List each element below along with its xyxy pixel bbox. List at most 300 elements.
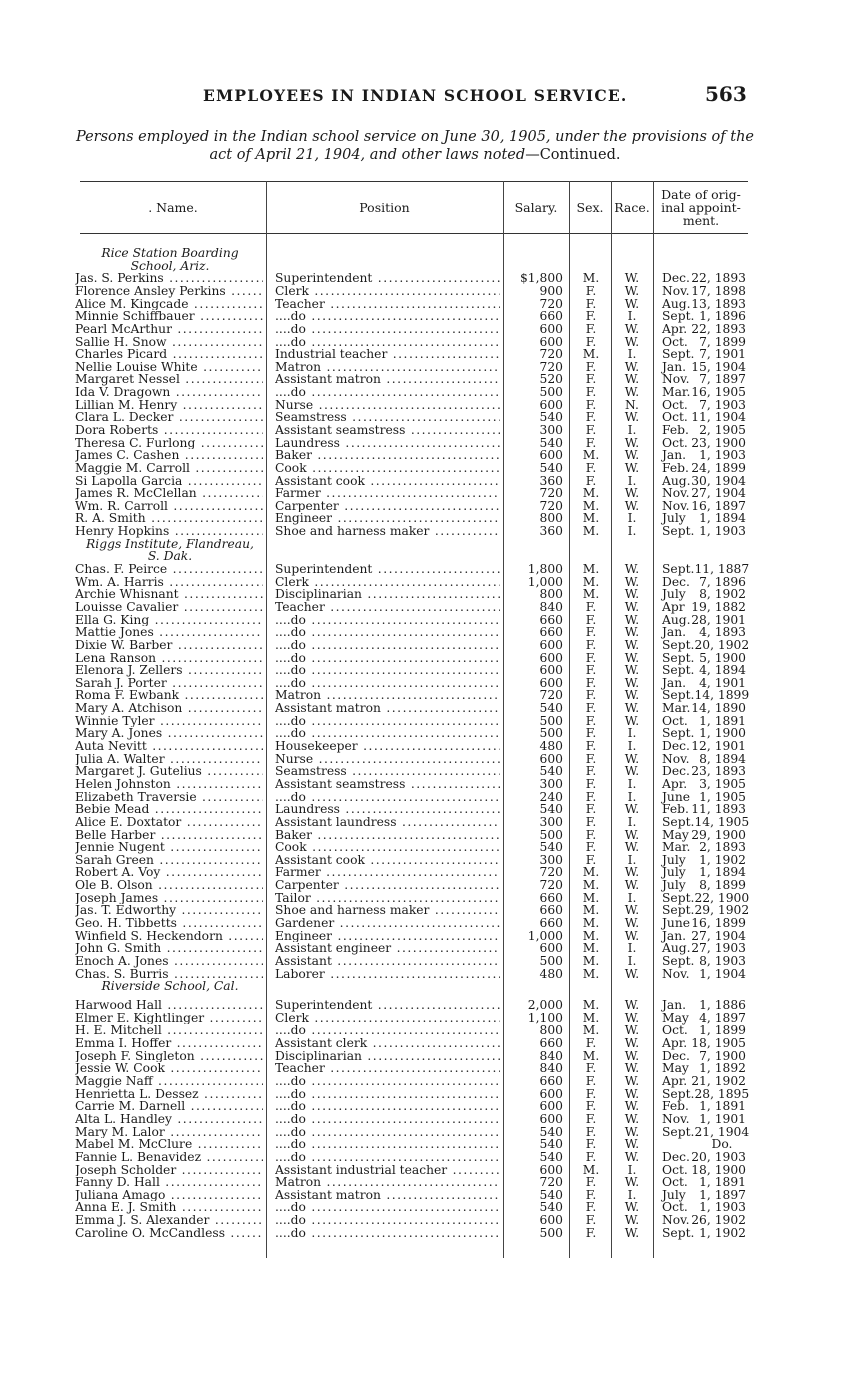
employee-position: Gardener .....	[275, 917, 500, 930]
appointment-day-year: 5, 1900	[699, 650, 746, 665]
table-row	[0, 601, 864, 614]
employee-position: Assistant clerk .....	[275, 1037, 500, 1050]
employee-position: Superintendent .....	[275, 999, 500, 1012]
employee-position: Teacher .....	[275, 298, 500, 311]
appointment-month: Sept.	[662, 688, 695, 703]
header-sex: Sex.	[576, 199, 604, 215]
appointment-day-year: 1, 1902	[699, 1225, 746, 1240]
employee-name: Enoch A. Jones .....	[75, 955, 263, 968]
appointment-day-year: 14, 1890	[691, 701, 746, 716]
employee-name: Henry Hopkins .....	[75, 525, 263, 538]
employee-salary: 660	[539, 915, 563, 930]
appointment-day-year: 20, 1903	[691, 1149, 746, 1164]
employee-sex: M.	[582, 878, 600, 893]
appointment-day-year: 12, 1901	[691, 739, 746, 754]
employee-race: W.	[624, 410, 640, 425]
employee-salary: 1,000	[527, 928, 563, 943]
employee-position: ....do .....	[275, 614, 500, 627]
employee-sex: M.	[582, 524, 600, 539]
appointment-day-year: 18, 1905	[691, 1036, 746, 1051]
employee-race: W.	[624, 1099, 640, 1114]
table-row	[0, 323, 864, 336]
employee-salary: 600	[539, 663, 563, 678]
employee-name: Geo. H. Tibbetts .....	[75, 917, 263, 930]
employee-salary: 800	[539, 1023, 563, 1038]
appointment-month: Nov.	[662, 283, 690, 298]
table-row	[0, 1176, 864, 1189]
table-row	[0, 424, 864, 437]
employee-race: W.	[624, 435, 640, 450]
employee-salary: 720	[539, 296, 563, 311]
appointment-month: Dec.	[662, 574, 690, 589]
appointment-day-year: 15, 1904	[691, 359, 746, 374]
employee-position: Farmer .....	[275, 487, 500, 500]
employee-race: W.	[624, 271, 640, 286]
table-row	[0, 449, 864, 462]
employee-salary: 1,000	[527, 574, 563, 589]
employee-sex: F.	[585, 473, 597, 488]
employee-name: Mary A. Atchison .....	[75, 702, 263, 715]
employee-name: Si Lapolla Garcia .....	[75, 475, 263, 488]
employee-salary: 500	[539, 713, 563, 728]
appointment-month: Feb.	[662, 802, 689, 817]
employee-race: W.	[624, 448, 640, 463]
header-date-line: ment.	[682, 212, 720, 228]
employee-name: Joseph F. Singleton .....	[75, 1050, 263, 1063]
table-row	[0, 879, 864, 892]
employee-sex: F.	[585, 713, 597, 728]
employee-position: Assistant engineer .....	[275, 942, 500, 955]
employee-salary: 540	[539, 1200, 563, 1215]
employee-position: Engineer .....	[275, 512, 500, 525]
appointment-month: Dec.	[662, 739, 690, 754]
appointment-month	[662, 1138, 698, 1151]
table-row	[0, 999, 864, 1012]
employee-position: Nurse .....	[275, 399, 500, 412]
employee-name: Auta Nevitt .....	[75, 740, 263, 753]
appointment-month: Oct.	[662, 435, 688, 450]
appointment-day-year: 1, 1886	[699, 998, 746, 1013]
appointment-date	[662, 879, 746, 892]
employee-position: Farmer .....	[275, 866, 500, 879]
employee-sex: F.	[585, 410, 597, 425]
appointment-month: Sept.	[662, 1225, 695, 1240]
appointment-day-year: 8, 1903	[699, 953, 746, 968]
employee-name: Winfield S. Heckendorn .....	[75, 930, 263, 943]
employee-race: W.	[624, 334, 640, 349]
employee-name: Wm. R. Carroll .....	[75, 500, 263, 513]
employee-race: W.	[624, 1010, 640, 1025]
employee-name: Helen Johnston .....	[75, 778, 263, 791]
appointment-month: Sept.	[662, 663, 695, 678]
header-date-line: Date of orig-	[661, 186, 741, 202]
employee-race: I.	[627, 814, 637, 829]
employee-salary: 1,100	[527, 1010, 563, 1025]
employee-sex: F.	[585, 1200, 597, 1215]
employee-name: Maggie Naff .....	[75, 1075, 263, 1088]
employee-salary: 500	[539, 385, 563, 400]
employee-race: W.	[624, 625, 640, 640]
appointment-day-year: 21, 1904	[694, 1124, 750, 1139]
appointment-day-year: 8, 1894	[699, 751, 746, 766]
table-row	[0, 487, 864, 500]
appointment-date	[662, 637, 750, 652]
appointment-day-year: 3, 1905	[699, 776, 746, 791]
employee-name: Anna E. J. Smith .....	[75, 1201, 263, 1214]
employee-sex: F.	[585, 1187, 597, 1202]
employee-salary: 600	[539, 1099, 563, 1114]
employee-race: W.	[624, 372, 640, 387]
appointment-day-year: 14, 1905	[694, 814, 750, 829]
employee-salary: 540	[539, 1124, 563, 1139]
caption-line-2-italic: act of April 21, 1904, and other laws noted	[209, 147, 526, 163]
table-row	[0, 1138, 864, 1151]
employee-salary: 540	[539, 435, 563, 450]
employee-salary: 600	[539, 941, 563, 956]
employee-name: Emma J. S. Alexander .....	[75, 1214, 263, 1227]
employee-sex: F.	[585, 612, 597, 627]
appointment-month: Sept.	[662, 562, 695, 577]
employee-race: W.	[624, 1137, 640, 1152]
employee-position: ....do .....	[275, 1201, 500, 1214]
employee-race: W.	[624, 283, 640, 298]
employee-salary: 660	[539, 309, 563, 324]
appointment-date	[662, 917, 746, 930]
table-caption	[70, 128, 760, 164]
employee-sex: F.	[585, 1225, 597, 1240]
appointment-month: Aug.	[662, 612, 691, 627]
appointment-month: Sept.	[662, 1124, 695, 1139]
employee-name: Joseph Scholder .....	[75, 1164, 263, 1177]
appointment-month: Feb.	[662, 460, 689, 475]
employee-position: Assistant seamstress .....	[275, 778, 500, 791]
employee-race: W.	[624, 751, 640, 766]
employee-sex: F.	[585, 637, 597, 652]
employee-name: Fannie L. Benavidez .....	[75, 1151, 263, 1164]
appointment-month: Jan.	[662, 675, 687, 690]
appointment-day-year: 16, 1905	[691, 385, 746, 400]
employee-race: W.	[624, 998, 640, 1013]
employee-race: I.	[627, 1162, 637, 1177]
appointment-day-year: 26, 1902	[691, 1213, 746, 1228]
appointment-month: May	[662, 1010, 689, 1025]
appointment-day-year: 1, 1896	[699, 309, 746, 324]
employee-position: Laborer .....	[275, 968, 500, 981]
appointment-month: Mar.	[662, 840, 691, 855]
employee-race: I.	[627, 739, 637, 754]
employee-sex: M.	[582, 1010, 600, 1025]
appointment-date	[662, 487, 746, 500]
employee-sex: F.	[585, 1175, 597, 1190]
table-row	[0, 386, 864, 399]
employee-salary: 480	[539, 739, 563, 754]
employee-position: Shoe and harness maker .....	[275, 525, 500, 538]
employee-race: W.	[624, 460, 640, 475]
employee-salary: 600	[539, 637, 563, 652]
appointment-month: May	[662, 827, 689, 842]
appointment-month: July	[662, 865, 686, 880]
employee-salary: 600	[539, 321, 563, 336]
employee-race: W.	[624, 966, 640, 981]
appointment-day-year: 16, 1899	[691, 915, 746, 930]
employee-sex: F.	[585, 688, 597, 703]
table-row	[0, 563, 864, 576]
appointment-day-year: 8, 1902	[699, 587, 746, 602]
appointment-day-year: 1, 1892	[699, 1061, 746, 1076]
employee-sex: F.	[585, 1111, 597, 1126]
employee-sex: F.	[585, 1137, 597, 1152]
employee-salary: 540	[539, 410, 563, 425]
table-row	[0, 942, 864, 955]
employee-sex: F.	[585, 625, 597, 640]
appointment-date	[662, 562, 750, 577]
employee-position: Teacher .....	[275, 601, 500, 614]
employee-sex: F.	[585, 776, 597, 791]
employee-position: ....do .....	[275, 664, 500, 677]
employee-race: W.	[624, 688, 640, 703]
table-row	[0, 1227, 864, 1240]
employee-sex: F.	[585, 309, 597, 324]
employee-salary: 500	[539, 827, 563, 842]
employee-position: ....do .....	[275, 1151, 500, 1164]
appointment-day-year: 1, 1897	[699, 1187, 746, 1202]
employee-position: Clerk .....	[275, 1012, 500, 1025]
employee-race: W.	[624, 321, 640, 336]
employee-name: Ella G. King .....	[75, 614, 263, 627]
employee-sex: F.	[585, 852, 597, 867]
employee-position: Carpenter .....	[275, 500, 500, 513]
employee-salary: 900	[539, 283, 563, 298]
appointment-month: Aug.	[662, 473, 691, 488]
employee-sex: M.	[582, 271, 600, 286]
appointment-month: Dec.	[662, 1149, 690, 1164]
employee-sex: F.	[585, 296, 597, 311]
table-row	[0, 1075, 864, 1088]
appointment-date	[662, 955, 746, 968]
employee-name: Jessie W. Cook .....	[75, 1062, 263, 1075]
appointment-day-year: 22, 1893	[691, 321, 746, 336]
appointment-date	[662, 1075, 746, 1088]
employee-name: Clara L. Decker .....	[75, 411, 263, 424]
employee-name: Jas. S. Perkins .....	[75, 272, 263, 285]
employee-position: ....do .....	[275, 791, 500, 804]
appointment-month: Aug.	[662, 296, 691, 311]
appointment-day-year: 11, 1904	[691, 410, 746, 425]
employee-sex: F.	[585, 827, 597, 842]
appointment-date	[662, 1124, 750, 1139]
employee-position: ....do .....	[275, 310, 500, 323]
employee-name: Ole B. Olson .....	[75, 879, 263, 892]
employee-salary: 540	[539, 840, 563, 855]
employee-race: I.	[627, 309, 637, 324]
employee-position: Clerk .....	[275, 576, 500, 589]
appointment-month: Apr.	[662, 1074, 688, 1089]
employee-sex: F.	[585, 739, 597, 754]
employee-race: W.	[624, 675, 640, 690]
employee-race: I.	[627, 776, 637, 791]
table-row	[0, 778, 864, 791]
employee-salary: 800	[539, 511, 563, 526]
employee-position: Assistant matron .....	[275, 373, 500, 386]
employee-salary: $1,800	[519, 271, 563, 286]
appointment-day-year: 1, 1904	[699, 966, 746, 981]
table-header-rule	[80, 233, 748, 234]
employee-salary: 360	[539, 473, 563, 488]
appointment-day-year: 11, 1893	[691, 802, 746, 817]
appointment-day-year: 13, 1893	[691, 296, 746, 311]
employee-name: Theresa C. Furlong .....	[75, 437, 263, 450]
table-row	[0, 1126, 864, 1139]
appointment-month: Feb.	[662, 422, 689, 437]
employee-name: Chas. F. Peirce .....	[75, 563, 263, 576]
appointment-day-year: 27, 1903	[691, 941, 746, 956]
employee-position: Laundress .....	[275, 803, 500, 816]
employee-position: ....do .....	[275, 1126, 500, 1139]
employee-position: ....do .....	[275, 1100, 500, 1113]
employee-position: Seamstress .....	[275, 765, 500, 778]
appointment-date	[662, 601, 746, 614]
appointment-day-year: 22, 1893	[691, 271, 746, 286]
appointment-month: June	[662, 789, 691, 804]
appointment-day-year: 1, 1903	[699, 1200, 746, 1215]
appointment-day-year: Do.	[711, 1137, 733, 1152]
employee-name: Florence Ansley Perkins .....	[75, 285, 263, 298]
employee-race: W.	[624, 840, 640, 855]
appointment-day-year: 1, 1894	[699, 865, 746, 880]
employee-salary: 720	[539, 347, 563, 362]
appointment-day-year: 23, 1893	[691, 764, 746, 779]
employee-name: Elizabeth Traversie .....	[75, 791, 263, 804]
employee-name: Dixie W. Barber .....	[75, 639, 263, 652]
employee-position: Disciplinarian .....	[275, 588, 500, 601]
employee-position: ....do .....	[275, 323, 500, 336]
appointment-date	[662, 386, 746, 399]
employee-position: Assistant .....	[275, 955, 500, 968]
employee-position: Cook .....	[275, 841, 500, 854]
employee-position: ....do .....	[275, 652, 500, 665]
table-row	[0, 664, 864, 677]
caption-line-1: Persons employed in the Indian school service on June 30, 1905, under the provisions of the	[75, 129, 755, 145]
header-name: . Name.	[148, 199, 198, 215]
employee-name: Julia A. Walter .....	[75, 753, 263, 766]
appointment-day-year: 1, 1891	[699, 713, 746, 728]
employee-sex: F.	[585, 372, 597, 387]
employee-salary: 540	[539, 1187, 563, 1202]
employee-name: Minnie Schiffbauer .....	[75, 310, 263, 323]
employee-salary: 300	[539, 814, 563, 829]
employee-position: Nurse .....	[275, 753, 500, 766]
appointment-date	[662, 1037, 746, 1050]
appointment-month: Dec.	[662, 1048, 690, 1063]
employee-race: W.	[624, 865, 640, 880]
employee-salary: 720	[539, 359, 563, 374]
section-heading	[0, 247, 864, 272]
employee-sex: M.	[582, 448, 600, 463]
employee-race: W.	[624, 1111, 640, 1126]
employee-name: Juliana Amago .....	[75, 1189, 263, 1202]
employee-position: Seamstress .....	[275, 411, 500, 424]
appointment-day-year: 21, 1902	[691, 1074, 746, 1089]
employee-race: I.	[627, 524, 637, 539]
employee-position: Clerk .....	[275, 285, 500, 298]
employee-position: ....do .....	[275, 677, 500, 690]
table-row	[0, 639, 864, 652]
running-header	[0, 82, 864, 108]
employee-race: W.	[624, 498, 640, 513]
employee-sex: F.	[585, 814, 597, 829]
employee-race: I.	[627, 511, 637, 526]
employee-position: ....do .....	[275, 386, 500, 399]
section-heading-line: Riggs Institute, Flandreau,	[86, 536, 254, 551]
employee-position: Tailor .....	[275, 892, 500, 905]
appointment-month: Apr	[662, 599, 685, 614]
appointment-day-year: 7, 1899	[699, 334, 746, 349]
appointment-date	[662, 626, 746, 639]
employee-sex: M.	[582, 1162, 600, 1177]
employee-salary: 600	[539, 650, 563, 665]
appointment-day-year: 1, 1900	[699, 726, 746, 741]
employee-name: Joseph James .....	[75, 892, 263, 905]
employee-sex: M.	[582, 903, 600, 918]
appointment-month: Sept.	[662, 1086, 695, 1101]
employee-sex: M.	[582, 998, 600, 1013]
employee-race: W.	[624, 385, 640, 400]
employee-position: ....do .....	[275, 1024, 500, 1037]
appointment-date	[662, 803, 746, 816]
appointment-date	[662, 778, 746, 791]
appointment-date	[662, 841, 746, 854]
employee-race: W.	[624, 650, 640, 665]
employee-race: W.	[624, 1036, 640, 1051]
employee-salary: 500	[539, 953, 563, 968]
employee-position: ....do .....	[275, 639, 500, 652]
employee-name: Harwood Hall .....	[75, 999, 263, 1012]
employee-salary: 720	[539, 878, 563, 893]
appointment-date	[662, 968, 746, 981]
employee-sex: F.	[585, 334, 597, 349]
employee-salary: 240	[539, 789, 563, 804]
employee-sex: F.	[585, 460, 597, 475]
employee-sex: M.	[582, 953, 600, 968]
employee-sex: F.	[585, 1099, 597, 1114]
employee-race: I.	[627, 347, 637, 362]
employee-salary: 500	[539, 726, 563, 741]
employee-salary: 600	[539, 1086, 563, 1101]
appointment-day-year: 18, 1900	[691, 1162, 746, 1177]
employee-race: W.	[624, 827, 640, 842]
employee-sex: F.	[585, 663, 597, 678]
employee-name: Belle Harber .....	[75, 829, 263, 842]
employee-name: Mary A. Jones .....	[75, 727, 263, 740]
appointment-day-year: 1, 1902	[699, 852, 746, 867]
employee-sex: F.	[585, 1036, 597, 1051]
employee-salary: 720	[539, 486, 563, 501]
employee-race: W.	[624, 915, 640, 930]
employee-race: W.	[624, 764, 640, 779]
employee-salary: 720	[539, 688, 563, 703]
employee-race: W.	[624, 1200, 640, 1215]
header-position: Position	[359, 199, 410, 215]
employee-name: Fanny D. Hall .....	[75, 1176, 263, 1189]
employee-position: ....do .....	[275, 715, 500, 728]
employee-sex: F.	[585, 802, 597, 817]
appointment-date	[662, 740, 746, 753]
appointment-date	[662, 323, 746, 336]
appointment-month: Oct.	[662, 1200, 688, 1215]
employee-salary: 600	[539, 334, 563, 349]
appointment-month: Oct.	[662, 1023, 688, 1038]
appointment-month: Jan.	[662, 359, 687, 374]
